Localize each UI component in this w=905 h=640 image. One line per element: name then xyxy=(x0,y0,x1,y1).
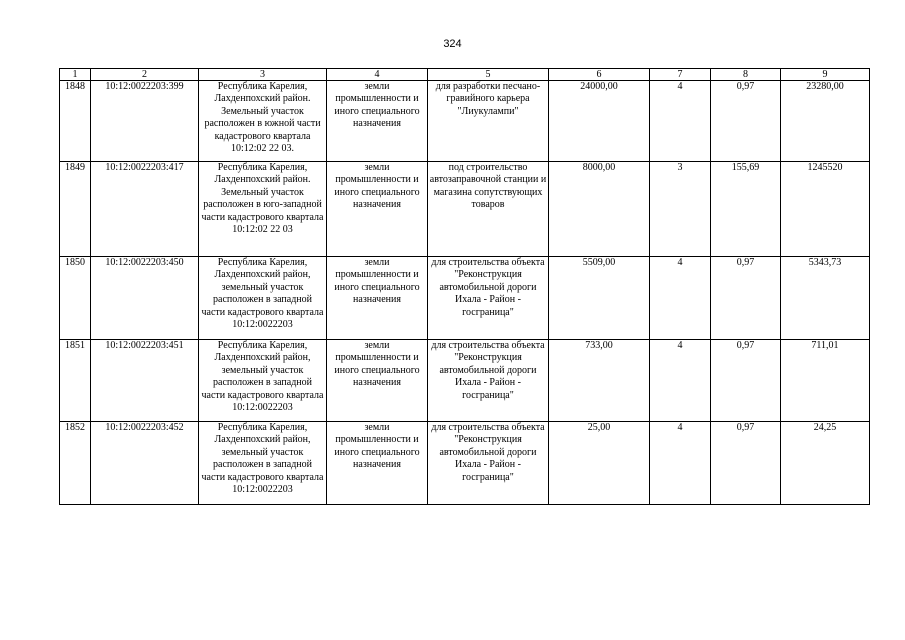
land-category-cell: земли промышленности и иного специального назначения xyxy=(327,340,428,422)
rate-cell: 0,97 xyxy=(711,257,781,340)
area-cell: 8000,00 xyxy=(549,162,650,257)
cadastral-value-cell: 1245520 xyxy=(781,162,870,257)
area-cell: 5509,00 xyxy=(549,257,650,340)
area-cell: 733,00 xyxy=(549,340,650,422)
location-cell: Республика Карелия, Лахденпохский район. Земельный участок расположен в юго-западной части кадастрового квартала 10:12:02 22 03 xyxy=(199,162,327,257)
land-category-cell: земли промышленности и иного специального назначения xyxy=(327,162,428,257)
column-header: 1 xyxy=(60,69,91,81)
column-header: 5 xyxy=(428,69,549,81)
column-number-header-row xyxy=(60,69,870,81)
row-number-cell: 1849 xyxy=(60,162,91,257)
location-cell: Республика Карелия, Лахденпохский район, земельный участок расположен в западной части кадастрового квартала 10:12:0022203 xyxy=(199,422,327,505)
permitted-use-cell: для строительства объекта "Реконструкция автомобильной дороги Ихала - Район - госграница" xyxy=(428,422,549,505)
permitted-use-cell: для разработки песчано-гравийного карьера "Лиукулампи" xyxy=(428,81,549,162)
row-number-cell: 1850 xyxy=(60,257,91,340)
permitted-use-cell: под строительство автозаправочной станции и магазина сопутствующих товаров xyxy=(428,162,549,257)
group-cell: 4 xyxy=(650,422,711,505)
rate-cell: 155,69 xyxy=(711,162,781,257)
table-row xyxy=(60,162,870,257)
column-header: 8 xyxy=(711,69,781,81)
cadastral-number-cell: 10:12:0022203:399 xyxy=(91,81,199,162)
column-header: 3 xyxy=(199,69,327,81)
table-row xyxy=(60,340,870,422)
cadastral-value-cell: 5343,73 xyxy=(781,257,870,340)
location-cell: Республика Карелия, Лахденпохский район, земельный участок расположен в западной части кадастрового квартала 10:12:0022203 xyxy=(199,340,327,422)
table-row xyxy=(60,257,870,340)
location-cell: Республика Карелия, Лахденпохский район, земельный участок расположен в западной части кадастрового квартала 10:12:0022203 xyxy=(199,257,327,340)
page-number: 324 xyxy=(443,38,462,50)
land-category-cell: земли промышленности и иного специального назначения xyxy=(327,257,428,340)
column-header: 6 xyxy=(549,69,650,81)
cadastral-value-cell: 23280,00 xyxy=(781,81,870,162)
row-number-cell: 1852 xyxy=(60,422,91,505)
column-header: 2 xyxy=(91,69,199,81)
land-plot-register-table xyxy=(59,68,870,505)
permitted-use-cell: для строительства объекта "Реконструкция автомобильной дороги Ихала - Район - госграница" xyxy=(428,340,549,422)
cadastral-number-cell: 10:12:0022203:451 xyxy=(91,340,199,422)
group-cell: 4 xyxy=(650,340,711,422)
table-row xyxy=(60,81,870,162)
cadastral-value-cell: 24,25 xyxy=(781,422,870,505)
group-cell: 3 xyxy=(650,162,711,257)
area-cell: 25,00 xyxy=(549,422,650,505)
group-cell: 4 xyxy=(650,257,711,340)
cadastral-number-cell: 10:12:0022203:450 xyxy=(91,257,199,340)
column-header: 7 xyxy=(650,69,711,81)
cadastral-number-cell: 10:12:0022203:417 xyxy=(91,162,199,257)
group-cell: 4 xyxy=(650,81,711,162)
cadastral-number-cell: 10:12:0022203:452 xyxy=(91,422,199,505)
cadastral-value-cell: 711,01 xyxy=(781,340,870,422)
rate-cell: 0,97 xyxy=(711,422,781,505)
land-category-cell: земли промышленности и иного специального назначения xyxy=(327,422,428,505)
column-header: 9 xyxy=(781,69,870,81)
rate-cell: 0,97 xyxy=(711,81,781,162)
permitted-use-cell: для строительства объекта "Реконструкция автомобильной дороги Ихала - Район - госграница" xyxy=(428,257,549,340)
table-row xyxy=(60,422,870,505)
land-category-cell: земли промышленности и иного специального назначения xyxy=(327,81,428,162)
column-header: 4 xyxy=(327,69,428,81)
location-cell: Республика Карелия, Лахденпохский район. Земельный участок расположен в южной части кадастрового квартала 10:12:02 22 03. xyxy=(199,81,327,162)
row-number-cell: 1851 xyxy=(60,340,91,422)
area-cell: 24000,00 xyxy=(549,81,650,162)
rate-cell: 0,97 xyxy=(711,340,781,422)
row-number-cell: 1848 xyxy=(60,81,91,162)
